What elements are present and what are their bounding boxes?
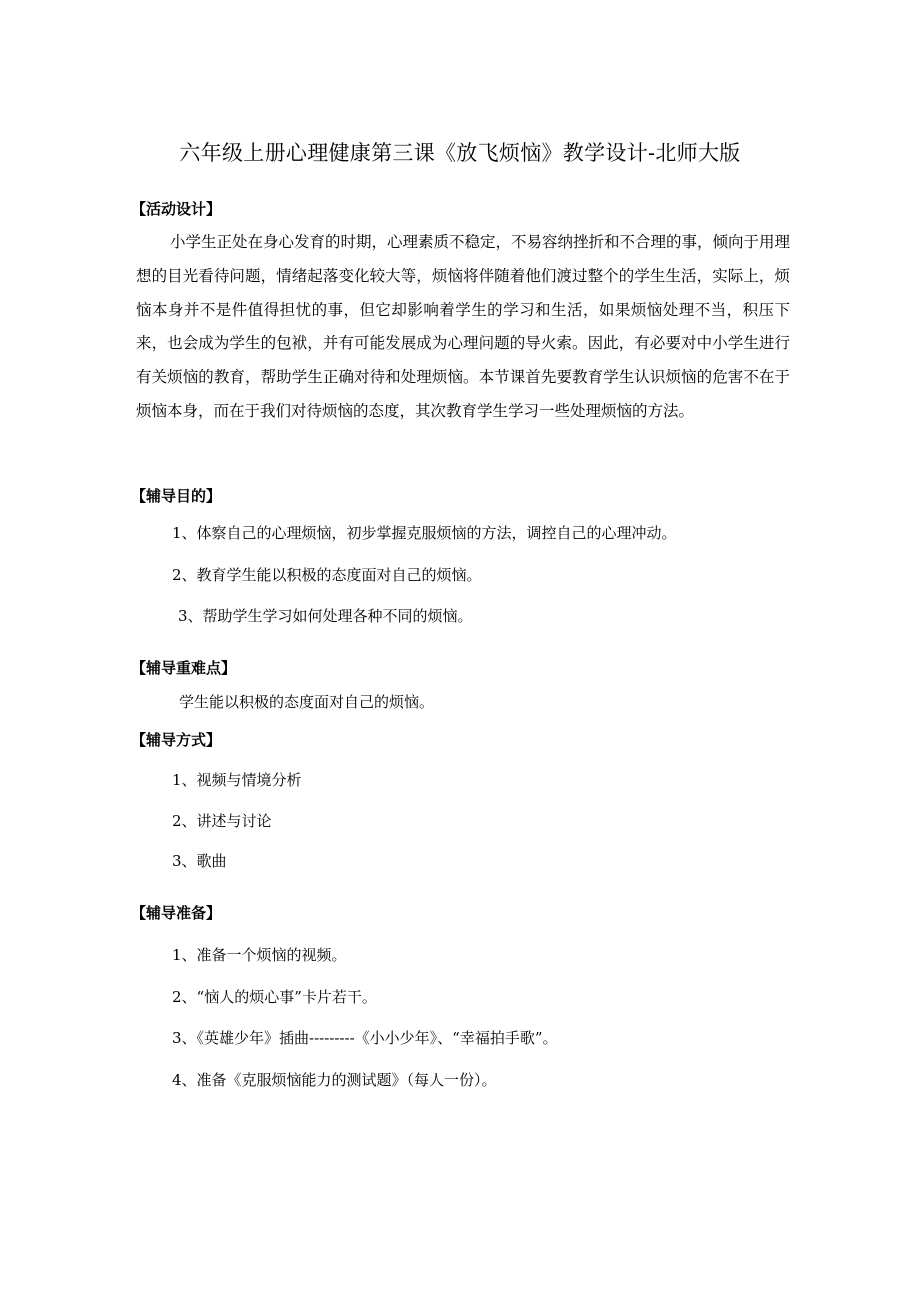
preparation-item: 4、准备《克服烦恼能力的测试题》（每人一份）。 bbox=[172, 1071, 497, 1089]
preparation-item: 1、准备一个烦恼的视频。 bbox=[172, 946, 347, 964]
preparation-item: 3、《英雄少年》插曲---------《小小少年》、“幸福拍手歌”。 bbox=[172, 1029, 558, 1047]
objective-item: 1、体察自己的心理烦恼，初步掌握克服烦恼的方法，调控自己的心理冲动。 bbox=[172, 524, 677, 542]
section-heading-preparation: 【辅导准备】 bbox=[131, 904, 222, 922]
section-heading-methods: 【辅导方式】 bbox=[131, 731, 222, 749]
document-title: 六年级上册心理健康第三课《放飞烦恼》教学设计-北师大版 bbox=[179, 141, 741, 165]
objective-item: 3、帮助学生学习如何处理各种不同的烦恼。 bbox=[178, 607, 473, 625]
section-heading-activity-design: 【活动设计】 bbox=[131, 200, 222, 218]
section-heading-objectives: 【辅导目的】 bbox=[131, 487, 222, 505]
method-item: 1、视频与情境分析 bbox=[172, 771, 302, 789]
key-points-text: 学生能以积极的态度面对自己的烦恼。 bbox=[179, 693, 435, 711]
activity-design-paragraph: 小学生正处在身心发育的时期，心理素质不稳定，不易容纳挫折和不合理的事，倾向于用理想的目光看待问题，情绪起落变化较大等，烦恼将伴随着他们渡过整个的学生生活，实际上，烦恼本身并不是件值得担忧的事，但它却影响着学生的学习和生活，如果烦恼处理不当，积压下来，也会成为学生的包袱，并有可能发展成为心理问题的导火索。因此，有必要对中小学生进行有关烦恼的教育，帮助学生正确对待和处理烦恼。本节课首先要教育学生认识烦恼的危害不在于烦恼本身，而在于我们对待烦恼的态度，其次教育学生学习一些处理烦恼的方法。 bbox=[136, 233, 791, 420]
objective-item: 2、教育学生能以积极的态度面对自己的烦恼。 bbox=[172, 566, 482, 584]
method-item: 3、歌曲 bbox=[172, 852, 227, 870]
method-item: 2、讲述与讨论 bbox=[172, 812, 272, 830]
preparation-item: 2、“恼人的烦心事”卡片若干。 bbox=[172, 988, 377, 1006]
section-heading-key-points: 【辅导重难点】 bbox=[131, 659, 237, 677]
